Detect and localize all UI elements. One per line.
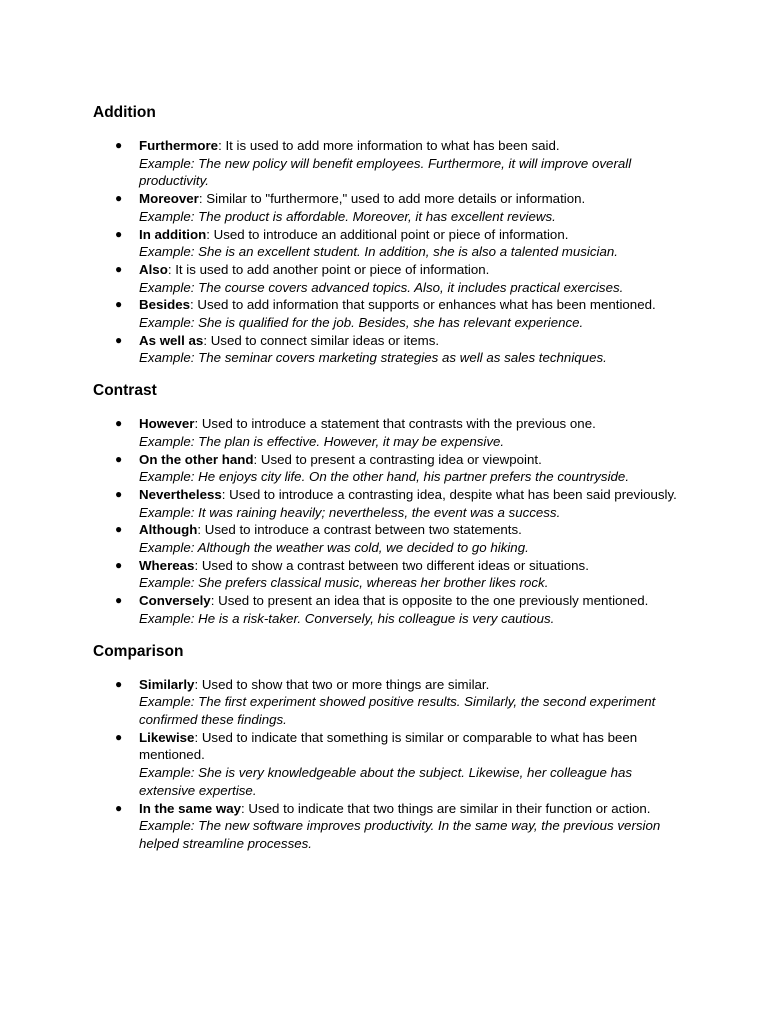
list-item <box>93 486 683 521</box>
bullet-icon: ● <box>115 416 123 431</box>
example: Example: The new software improves productivity. In the same way, the previous version helped streamline processes. <box>139 818 661 851</box>
bullet-icon: ● <box>115 261 123 276</box>
example: Example: The course covers advanced topics. Also, it includes practical exercises. <box>139 279 624 295</box>
bullet-icon: ● <box>115 676 123 691</box>
list-item <box>93 676 683 729</box>
bullet-icon: ● <box>115 138 123 152</box>
example: Example: The product is affordable. Moreover, it has excellent reviews. <box>139 208 556 224</box>
bullet-icon: ● <box>115 332 123 347</box>
bullet-icon: ● <box>115 297 123 312</box>
definition: : Used to connect similar ideas or items. <box>203 332 440 348</box>
list-item <box>93 729 683 800</box>
term: In addition <box>139 226 207 242</box>
example: Example: The new policy will benefit employees. Furthermore, it will improve overall productivity. <box>139 155 632 189</box>
example: Example: The seminar covers marketing strategies as well as sales techniques. <box>139 350 607 366</box>
definition: : Used to introduce a contrast between two statements. <box>197 522 522 538</box>
term: Similarly <box>139 676 195 692</box>
list-item <box>93 296 683 331</box>
document-page <box>93 102 683 853</box>
term: Nevertheless <box>139 486 222 502</box>
term-list <box>93 137 683 367</box>
bullet-icon: ● <box>115 522 123 537</box>
term: In the same way <box>139 800 241 816</box>
section-heading: Addition <box>93 104 156 121</box>
term: Likewise <box>139 729 195 745</box>
definition: : Used to introduce a contrasting idea, despite what has been said previously. <box>221 486 677 502</box>
definition: : Used to introduce an additional point or piece of information. <box>206 226 569 242</box>
term-list <box>93 676 683 853</box>
term: Besides <box>139 297 190 313</box>
list-item <box>93 190 683 225</box>
definition: : It is used to add more information to what has been said. <box>218 138 560 153</box>
list-item <box>93 521 683 556</box>
section-addition <box>93 102 683 367</box>
example: Example: She is qualified for the job. Besides, she has relevant experience. <box>139 315 584 331</box>
section-comparison <box>93 641 683 853</box>
bullet-icon: ● <box>115 486 123 501</box>
term: Whereas <box>139 557 195 573</box>
definition: : Used to present an idea that is opposite to the one previously mentioned. <box>210 593 649 609</box>
list-item <box>93 261 683 296</box>
bullet-icon: ● <box>115 557 123 572</box>
term: Conversely <box>139 593 211 609</box>
bullet-icon: ● <box>115 191 123 206</box>
term: Also <box>139 261 168 277</box>
example: Example: He is a risk-taker. Conversely, his colleague is very cautious. <box>139 610 555 626</box>
list-item <box>93 332 683 367</box>
example: Example: She is an excellent student. In addition, she is also a talented musician. <box>139 244 618 260</box>
term: Furthermore <box>139 138 219 153</box>
section-heading: Contrast <box>93 382 157 400</box>
example: Example: She is very knowledgeable about the subject. Likewise, her colleague has extensive expertise. <box>139 765 633 798</box>
definition: : Used to present a contrasting idea or viewpoint. <box>253 451 542 467</box>
example: Example: She prefers classical music, whereas her brother likes rock. <box>139 575 549 591</box>
example: Example: Although the weather was cold, we decided to go hiking. <box>139 540 529 556</box>
definition: : It is used to add another point or piece of information. <box>167 261 490 277</box>
definition: : Used to show that two or more things are similar. <box>194 676 490 692</box>
section-contrast <box>93 380 683 627</box>
list-item <box>93 137 683 190</box>
example: Example: It was raining heavily; nevertheless, the event was a success. <box>139 504 561 520</box>
list-item <box>93 415 683 450</box>
definition: : Used to indicate that two things are similar in their function or action. <box>241 800 651 816</box>
definition: : Used to indicate that something is similar or comparable to what has been mentioned. <box>139 729 638 763</box>
section-heading: Comparison <box>93 642 184 660</box>
list-item <box>93 557 683 592</box>
term: Moreover <box>139 191 199 207</box>
example: Example: The first experiment showed positive results. Similarly, the second experiment confirmed these findings. <box>139 694 656 727</box>
list-item <box>93 800 683 853</box>
bullet-icon: ● <box>115 729 123 744</box>
bullet-icon: ● <box>115 593 123 608</box>
definition: : Similar to "furthermore," used to add more details or information. <box>198 191 586 207</box>
definition: : Used to introduce a statement that contrasts with the previous one. <box>194 416 596 432</box>
bullet-icon: ● <box>115 800 123 815</box>
list-item <box>93 226 683 261</box>
example: Example: He enjoys city life. On the other hand, his partner prefers the countryside. <box>139 469 630 485</box>
term: As well as <box>139 332 204 348</box>
definition: : Used to add information that supports or enhances what has been mentioned. <box>190 297 656 313</box>
term: On the other hand <box>139 451 254 467</box>
term: However <box>139 416 195 432</box>
list-item <box>93 451 683 486</box>
bullet-icon: ● <box>115 451 123 466</box>
definition: : Used to show a contrast between two different ideas or situations. <box>194 557 589 573</box>
term-list <box>93 415 683 627</box>
term: Although <box>139 522 198 538</box>
list-item <box>93 592 683 627</box>
example: Example: The plan is effective. However, it may be expensive. <box>139 433 505 449</box>
bullet-icon: ● <box>115 226 123 241</box>
